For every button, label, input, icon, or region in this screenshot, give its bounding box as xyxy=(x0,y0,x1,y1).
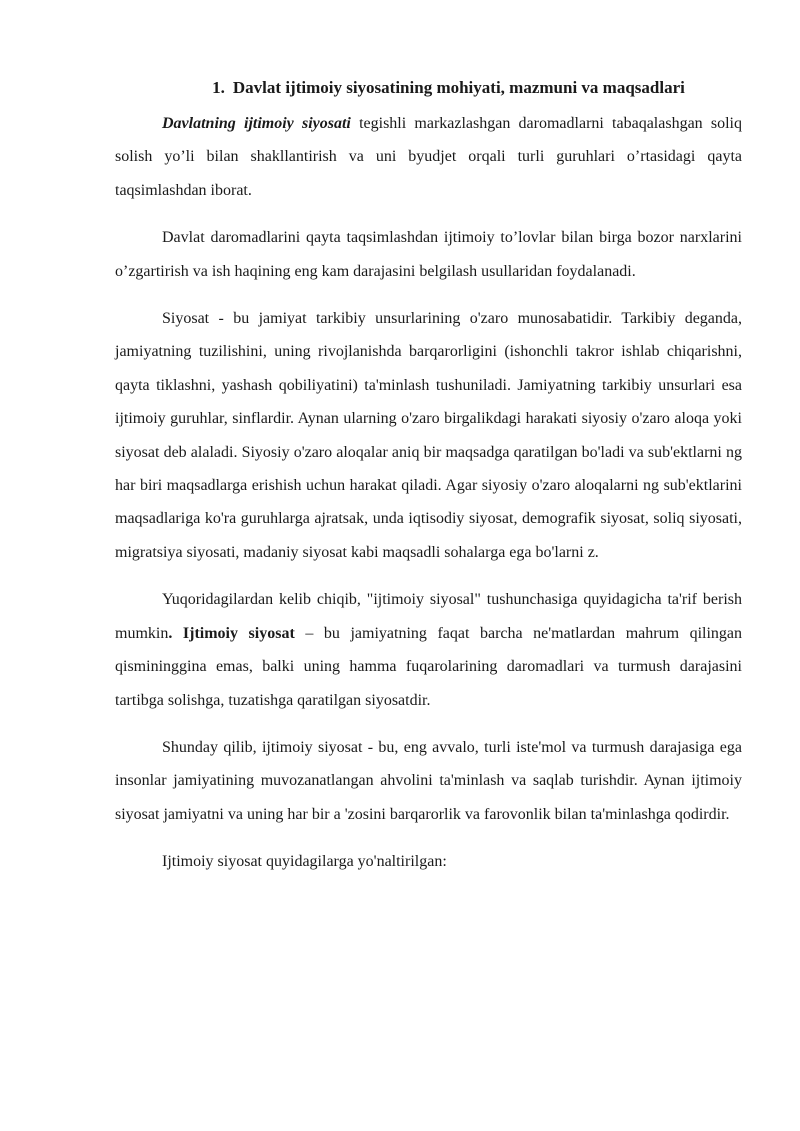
section-heading xyxy=(115,72,742,104)
paragraph-politics: Siyosat - bu jamiyat tarkibiy unsurlarining o'zaro munosabatidir. Tarkibiy deganda, jamiyatning tuzilishini, uning rivojlanishda barqarorligini (ishonchli takror ishlab chiqarishni, qayta tiklashni, yashash qobiliyatini) ta'minlash tushuniladi. Jamiyatning tarkibiy unsurlari esa ijtimoiy guruhlar, sinflardir. Aynan ularning o'zaro birgalikdagi harakati siyosiy o'zaro aloqa yoki siyosat deb alaladi. Siyosiy o'zaro aloqalar aniq bir maqsadga qaratilgan bo'ladi va sub'ektlarni ng har biri maqsadlarga erishish uchun harakat qiladi. Agar siyosiy o'zaro aloqalarni ng sub'ektlarini maqsadlariga ko'ra guruhlarga ajratsak, unda iqtisodiy siyosat, demografik siyosat, soliq siyosati, migratsiya siyosati, madaniy siyosat kabi maqsadli sohalarga ega bo'larni z. xyxy=(115,310,742,561)
lead-text: Yuqoridagilardan kelib chiqib, "ijtimoiy siyosal" tushunchasiga quyidagicha ta'rif berish mumkin xyxy=(115,591,742,642)
defined-term: Davlatning ijtimoiy siyosati xyxy=(162,115,351,132)
paragraph-summary: Shunday qilib, ijtimoiy siyosat - bu, eng avvalo, turli iste'mol va turmush darajasiga ega insonlar jamiyatining muvozanatlangan ahvolini ta'minlash va saqlab turishdir. Aynan ijtimoiy siyosat jamiyatni va uning har bir a 'zosini barqarorlik va farovonlik bilan ta'minlashga qodirdir. xyxy=(115,738,742,823)
paragraph-social-policy-definition xyxy=(115,583,742,717)
paragraph-redistribution: Davlat daromadlarini qayta taqsimlashdan ijtimoiy to’lovlar bilan birga bozor narxlarini o’zgartirish va ish haqining eng kam darajasini belgilash usullaridan foydalanadi. xyxy=(115,229,742,280)
paragraph-definition xyxy=(115,107,742,207)
paragraph-list-intro: Ijtimoiy siyosat quyidagilarga yo'naltirilgan: xyxy=(162,853,447,871)
section-number: 1. xyxy=(212,78,225,97)
bold-term: . Ijtimoiy siyosat xyxy=(168,624,295,642)
definition-text: tegishli markazlashgan daromadlarni tabaqalashgan soliq solish yo’li bilan shakllantirish va uni byudjet orqali turli guruhlari o’rtasidagi qayta taqsimlashdan iborat. xyxy=(115,115,743,199)
document-page xyxy=(115,72,742,879)
section-title: Davlat ijtimoiy siyosatining mohiyati, mazmuni va maqsadlari xyxy=(232,78,685,97)
definition-text: – bu jamiyatning faqat barcha ne'matlardan mahrum qilingan qismininggina emas, balki uning hamma fuqarolarining daromadlari va turmush darajasini tartibga solishga, tuzatishga qaratilgan siyosatdir. xyxy=(115,624,743,709)
